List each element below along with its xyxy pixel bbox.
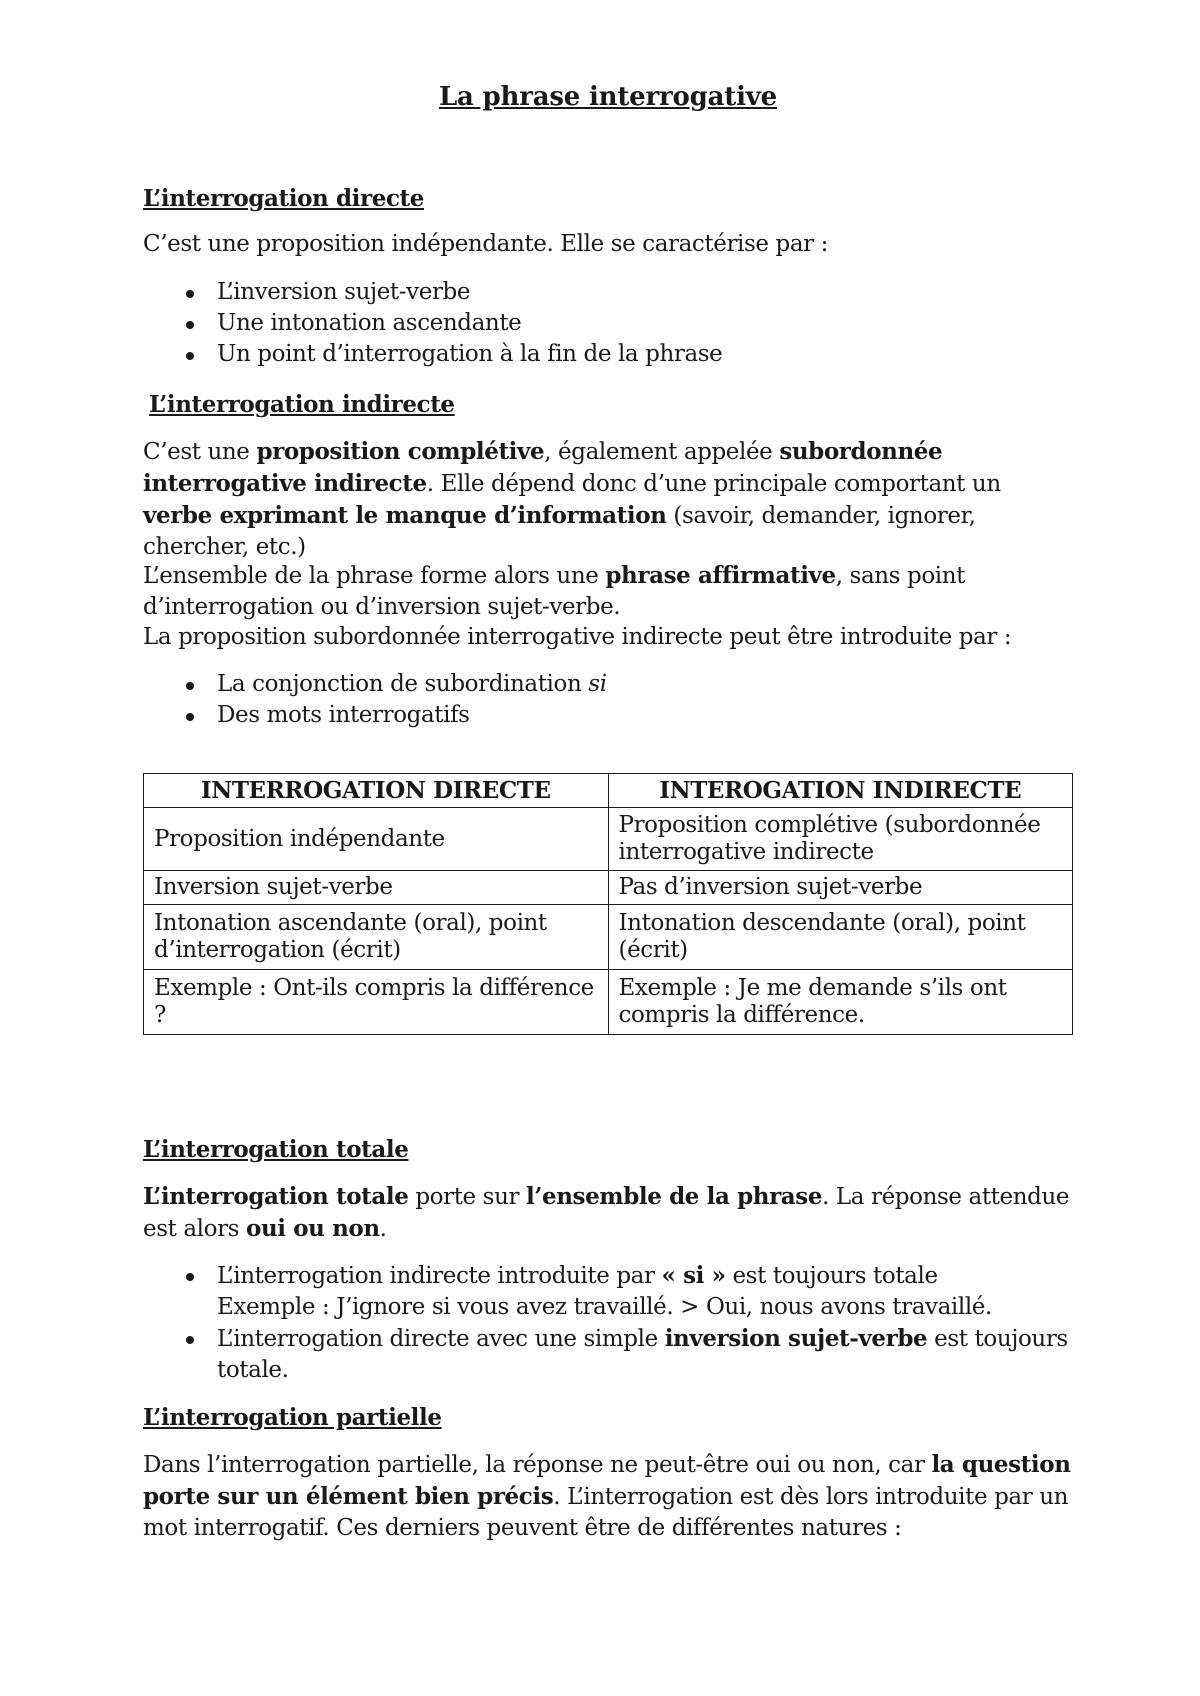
indirecte-paragraph-2: L’ensemble de la phrase forme alors une phrase affirmative, sans point d’interrogation ou d’inversion sujet-verbe. <box>143 562 965 620</box>
indirecte-paragraph-1: C’est une proposition complétive, également appelée subordonnée interrogative indirecte. Elle dépend donc d’une principale comportant un verbe exprimant le manque d’information (savoir, demander, ignorer, chercher, etc.) <box>143 438 1001 560</box>
section-heading-totale: L’interrogation totale <box>143 1136 409 1163</box>
table-header-directe: INTERROGATION DIRECTE <box>144 774 609 808</box>
list-item: L’interrogation indirecte introduite par « si » est toujours totale Exemple : J’ignore si vous avez travaillé. > Oui, nous avons travaillé. <box>143 1260 1073 1323</box>
table-row <box>144 808 1073 871</box>
comparison-table <box>143 773 1073 1035</box>
table-cell: Intonation descendante (oral), point (écrit) <box>608 905 1073 970</box>
totale-paragraph: L’interrogation totale porte sur l’ensemble de la phrase. La réponse attendue est alors oui ou non. <box>143 1183 1070 1242</box>
list-item: Des mots interrogatifs <box>143 700 1073 731</box>
table-row <box>144 871 1073 905</box>
list-item: La conjonction de subordination si <box>143 669 1073 700</box>
indirecte-paragraph-3: La proposition subordonnée interrogative indirecte peut être introduite par : <box>143 624 1012 650</box>
table-cell: Intonation ascendante (oral), point d’interrogation (écrit) <box>144 905 609 970</box>
table-header-row <box>144 774 1073 808</box>
table-cell: Proposition complétive (subordonnée interrogative indirecte <box>608 808 1073 871</box>
indirecte-bullet-list <box>143 669 1073 731</box>
totale-example: Exemple : J’ignore si vous avez travaillé. > Oui, nous avons travaillé. <box>217 1294 992 1320</box>
list-item: Une intonation ascendante <box>143 308 1073 339</box>
section-heading-indirecte: L’interrogation indirecte <box>149 391 455 418</box>
directe-intro: C’est une proposition indépendante. Elle se caractérise par : <box>143 231 829 257</box>
partielle-paragraph: Dans l’interrogation partielle, la réponse ne peut-être oui ou non, car la question porte sur un élément bien précis. L’interrogation est dès lors introduite par un mot interrogatif. Ces derniers peuvent être de différentes natures : <box>143 1451 1071 1541</box>
page-title: La phrase interrogative <box>438 82 778 112</box>
table-row <box>144 970 1073 1035</box>
totale-bullet-list <box>143 1260 1073 1386</box>
table-cell: Exemple : Je me demande s’ils ont compris la différence. <box>608 970 1073 1035</box>
list-item: Un point d’interrogation à la fin de la phrase <box>143 339 1073 370</box>
section-heading-directe: L’interrogation directe <box>143 185 425 212</box>
list-item: L’inversion sujet-verbe <box>143 277 1073 308</box>
list-item: L’interrogation directe avec une simple inversion sujet-verbe est toujours totale. <box>143 1323 1073 1386</box>
table-row <box>144 905 1073 970</box>
table-cell: Pas d’inversion sujet-verbe <box>608 871 1073 905</box>
section-heading-partielle: L’interrogation partielle <box>143 1404 442 1431</box>
table-header-indirecte: INTEROGATION INDIRECTE <box>608 774 1073 808</box>
directe-bullet-list <box>143 277 1073 370</box>
table-cell: Proposition indépendante <box>144 808 609 871</box>
table-cell: Inversion sujet-verbe <box>144 871 609 905</box>
table-cell: Exemple : Ont-ils compris la différence ? <box>144 970 609 1035</box>
